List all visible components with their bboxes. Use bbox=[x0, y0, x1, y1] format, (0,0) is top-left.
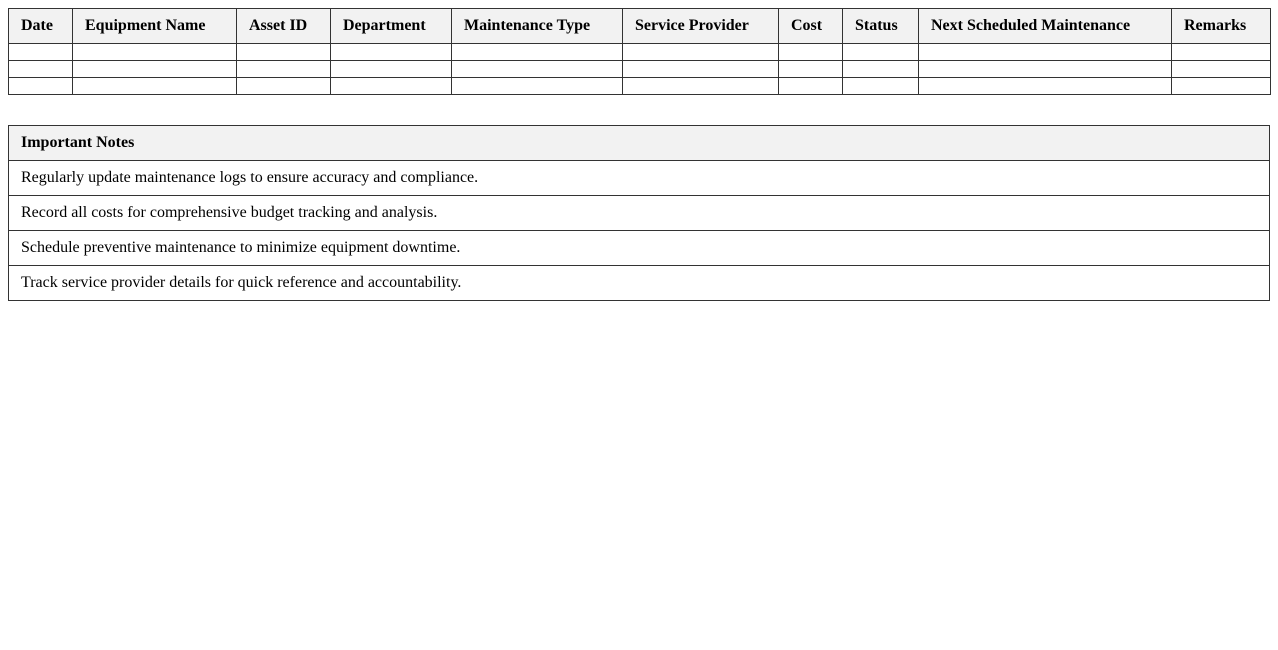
note-item: Schedule preventive maintenance to minimize equipment downtime. bbox=[9, 231, 1270, 266]
header-date: Date bbox=[9, 9, 73, 44]
table-cell[interactable] bbox=[73, 61, 237, 78]
table-cell[interactable] bbox=[237, 44, 331, 61]
header-department: Department bbox=[331, 9, 452, 44]
table-cell[interactable] bbox=[452, 44, 623, 61]
note-item: Regularly update maintenance logs to ensure accuracy and compliance. bbox=[9, 161, 1270, 196]
notes-title: Important Notes bbox=[9, 126, 1270, 161]
table-cell[interactable] bbox=[237, 78, 331, 95]
table-cell[interactable] bbox=[9, 44, 73, 61]
table-cell[interactable] bbox=[452, 61, 623, 78]
header-remarks: Remarks bbox=[1172, 9, 1271, 44]
table-cell[interactable] bbox=[623, 61, 779, 78]
table-cell[interactable] bbox=[331, 44, 452, 61]
table-cell[interactable] bbox=[919, 61, 1172, 78]
maintenance-log-table bbox=[8, 8, 1271, 95]
header-service-provider: Service Provider bbox=[623, 9, 779, 44]
table-row bbox=[9, 61, 1271, 78]
table-cell[interactable] bbox=[843, 78, 919, 95]
table-cell[interactable] bbox=[9, 61, 73, 78]
table-cell[interactable] bbox=[843, 44, 919, 61]
header-row bbox=[9, 9, 1271, 44]
table-cell[interactable] bbox=[1172, 44, 1271, 61]
table-cell[interactable] bbox=[919, 78, 1172, 95]
table-row bbox=[9, 78, 1271, 95]
table-cell[interactable] bbox=[1172, 78, 1271, 95]
header-maintenance-type: Maintenance Type bbox=[452, 9, 623, 44]
table-cell[interactable] bbox=[1172, 61, 1271, 78]
header-cost: Cost bbox=[779, 9, 843, 44]
header-asset-id: Asset ID bbox=[237, 9, 331, 44]
table-cell[interactable] bbox=[919, 44, 1172, 61]
header-next-scheduled-maintenance: Next Scheduled Maintenance bbox=[919, 9, 1172, 44]
header-status: Status bbox=[843, 9, 919, 44]
table-row bbox=[9, 44, 1271, 61]
note-item: Record all costs for comprehensive budget tracking and analysis. bbox=[9, 196, 1270, 231]
note-item: Track service provider details for quick reference and accountability. bbox=[9, 266, 1270, 301]
table-cell[interactable] bbox=[623, 78, 779, 95]
table-cell[interactable] bbox=[9, 78, 73, 95]
table-cell[interactable] bbox=[73, 44, 237, 61]
table-cell[interactable] bbox=[331, 78, 452, 95]
table-cell[interactable] bbox=[73, 78, 237, 95]
table-cell[interactable] bbox=[237, 61, 331, 78]
header-equipment-name: Equipment Name bbox=[73, 9, 237, 44]
table-cell[interactable] bbox=[843, 61, 919, 78]
table-cell[interactable] bbox=[779, 61, 843, 78]
important-notes-table bbox=[8, 125, 1270, 301]
table-cell[interactable] bbox=[452, 78, 623, 95]
table-cell[interactable] bbox=[623, 44, 779, 61]
table-cell[interactable] bbox=[779, 44, 843, 61]
table-cell[interactable] bbox=[779, 78, 843, 95]
table-cell[interactable] bbox=[331, 61, 452, 78]
